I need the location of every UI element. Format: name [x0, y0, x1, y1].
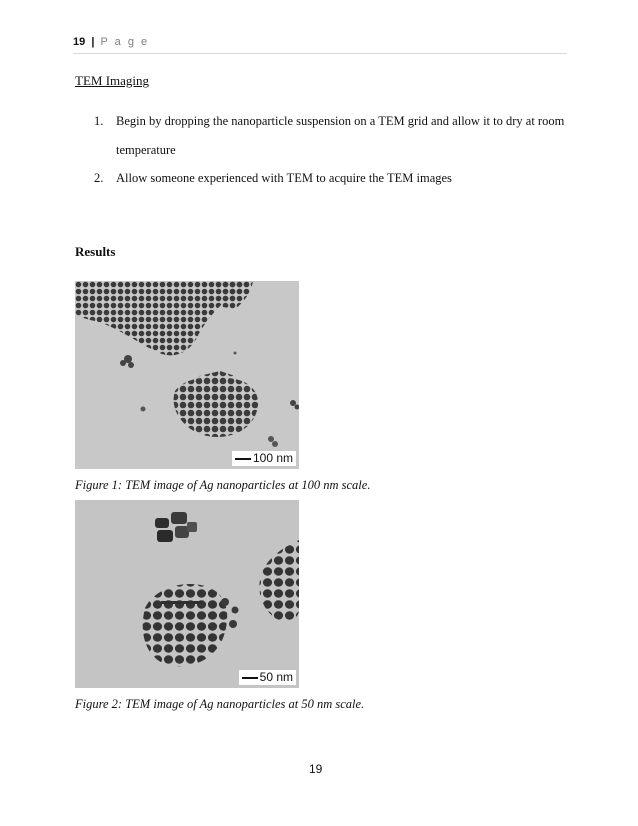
step-item-1 [94, 114, 574, 174]
tem-image-50nm [75, 500, 299, 688]
header-page-number: 19 [73, 36, 86, 48]
results-heading: Results [75, 244, 116, 259]
scale-bar [239, 670, 296, 685]
tem-image-100nm [75, 281, 299, 469]
step-text-line: Begin by dropping the nanoparticle suspension on a TEM grid and allow it to dry at room [116, 114, 565, 128]
step-number: 1. [94, 114, 104, 128]
tem-micrograph-100nm [75, 281, 299, 469]
step-text-line: temperature [116, 143, 176, 157]
header-separator: | [91, 36, 95, 48]
section-title: TEM Imaging [75, 73, 150, 88]
footer-page-number: 19 [309, 762, 323, 776]
step-number: 2. [94, 171, 104, 185]
step-text-line: Allow someone experienced with TEM to acquire the TEM images [116, 171, 452, 185]
page-header [73, 36, 567, 54]
tem-micrograph-50nm [75, 500, 299, 688]
scale-bar-label: 100 nm [252, 451, 293, 465]
step-item-2 [94, 171, 574, 191]
scale-bar-line [235, 458, 251, 460]
header-page-word: P a g e [100, 36, 150, 48]
scale-bar-line [242, 677, 258, 679]
scale-bar [232, 451, 296, 466]
scale-bar-label: 50 nm [259, 670, 293, 684]
figure-caption: Figure 1: TEM image of Ag nanoparticles at 100 nm scale. [75, 478, 371, 492]
figure-caption: Figure 2: TEM image of Ag nanoparticles at 50 nm scale. [75, 697, 365, 711]
